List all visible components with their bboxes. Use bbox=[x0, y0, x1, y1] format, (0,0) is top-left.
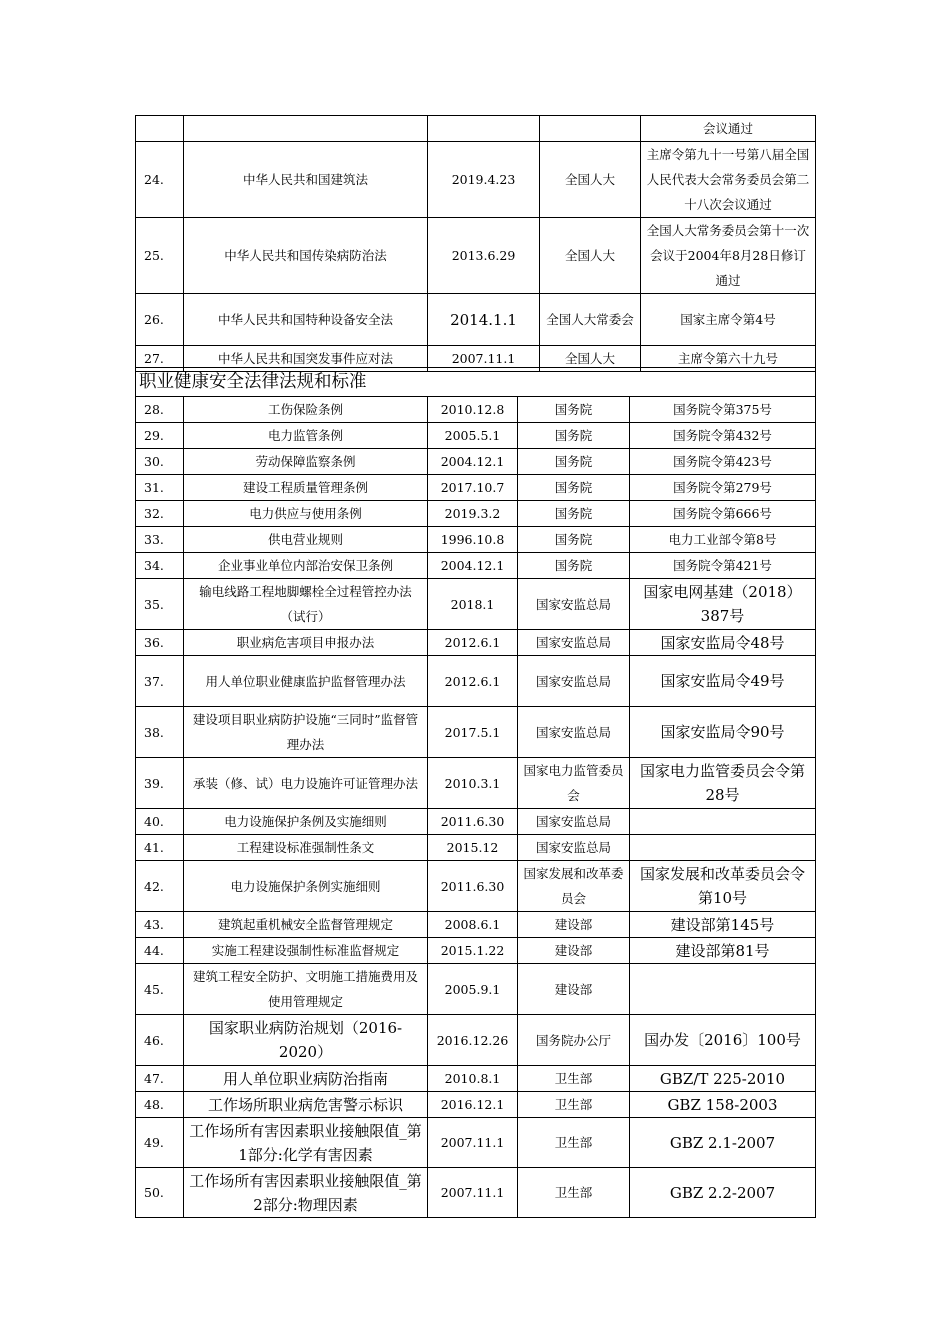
table-row bbox=[136, 1015, 816, 1066]
issuing-authority: 国家安监总局 bbox=[518, 707, 630, 758]
effective-date: 2018.1 bbox=[428, 579, 518, 630]
issuing-authority: 国家安监总局 bbox=[518, 809, 630, 835]
issuing-authority: 建设部 bbox=[518, 912, 630, 938]
table-row bbox=[136, 1092, 816, 1118]
row-number: 40. bbox=[136, 809, 184, 835]
regulation-name: 电力设施保护条例及实施细则 bbox=[184, 809, 428, 835]
issuing-authority: 国务院 bbox=[518, 501, 630, 527]
row-number: 26. bbox=[136, 294, 184, 346]
row-number: 32. bbox=[136, 501, 184, 527]
document-reference: GBZ 2.2-2007 bbox=[630, 1168, 816, 1218]
table-row bbox=[136, 1168, 816, 1218]
table-row bbox=[136, 449, 816, 475]
issuing-authority: 国家电力监管委员会 bbox=[518, 758, 630, 809]
issuing-authority: 国家安监总局 bbox=[518, 656, 630, 707]
regulation-name: 国家职业病防治规划（2016-2020） bbox=[184, 1015, 428, 1066]
issuing-authority: 国家安监总局 bbox=[518, 835, 630, 861]
table-row bbox=[136, 630, 816, 656]
issuing-authority: 卫生部 bbox=[518, 1092, 630, 1118]
issuing-authority: 全国人大 bbox=[540, 218, 641, 294]
issuing-authority: 国家安监总局 bbox=[518, 579, 630, 630]
effective-date: 2016.12.1 bbox=[428, 1092, 518, 1118]
effective-date: 2004.12.1 bbox=[428, 553, 518, 579]
regulation-name: 实施工程建设强制性标准监督规定 bbox=[184, 938, 428, 964]
document-reference: 全国人大常务委员会第十一次会议于2004年8月28日修订通过 bbox=[641, 218, 816, 294]
row-number: 43. bbox=[136, 912, 184, 938]
effective-date: 2007.11.1 bbox=[428, 1118, 518, 1168]
document-reference: 主席令第六十九号 bbox=[641, 346, 816, 372]
effective-date: 2010.12.8 bbox=[428, 397, 518, 423]
effective-date: 2019.4.23 bbox=[428, 142, 540, 218]
document-reference: 会议通过 bbox=[641, 116, 816, 142]
effective-date: 2017.5.1 bbox=[428, 707, 518, 758]
effective-date: 2007.11.1 bbox=[428, 346, 540, 372]
document-reference bbox=[630, 835, 816, 861]
row-number: 39. bbox=[136, 758, 184, 809]
document-reference: 国务院令第375号 bbox=[630, 397, 816, 423]
document-reference: GBZ 2.1-2007 bbox=[630, 1118, 816, 1168]
row-number: 27. bbox=[136, 346, 184, 372]
regulation-name: 中华人民共和国特种设备安全法 bbox=[184, 294, 428, 346]
table-row bbox=[136, 116, 816, 142]
regulation-name: 劳动保障监察条例 bbox=[184, 449, 428, 475]
table-row bbox=[136, 758, 816, 809]
table-row bbox=[136, 475, 816, 501]
table-row bbox=[136, 912, 816, 938]
effective-date: 2005.9.1 bbox=[428, 964, 518, 1015]
row-number: 25. bbox=[136, 218, 184, 294]
document-reference: GBZ 158-2003 bbox=[630, 1092, 816, 1118]
regulation-name: 电力监管条例 bbox=[184, 423, 428, 449]
table-row bbox=[136, 707, 816, 758]
document-reference: GBZ/T 225-2010 bbox=[630, 1066, 816, 1092]
table-row bbox=[136, 809, 816, 835]
regulation-name: 用人单位职业病防治指南 bbox=[184, 1066, 428, 1092]
section-title: 职业健康安全法律法规和标准 bbox=[136, 368, 816, 397]
table-row bbox=[136, 397, 816, 423]
issuing-authority: 建设部 bbox=[518, 964, 630, 1015]
effective-date: 2004.12.1 bbox=[428, 449, 518, 475]
regulation-name: 供电营业规则 bbox=[184, 527, 428, 553]
document-reference: 国家电网基建（2018）387号 bbox=[630, 579, 816, 630]
row-number: 35. bbox=[136, 579, 184, 630]
document-reference: 国办发〔2016〕100号 bbox=[630, 1015, 816, 1066]
document-reference: 国家主席令第4号 bbox=[641, 294, 816, 346]
table-row bbox=[136, 527, 816, 553]
row-number: 44. bbox=[136, 938, 184, 964]
issuing-authority: 全国人大 bbox=[540, 142, 641, 218]
table-row bbox=[136, 938, 816, 964]
row-number: 38. bbox=[136, 707, 184, 758]
effective-date: 2013.6.29 bbox=[428, 218, 540, 294]
issuing-authority: 全国人大 bbox=[540, 346, 641, 372]
issuing-authority: 卫生部 bbox=[518, 1168, 630, 1218]
table-row bbox=[136, 423, 816, 449]
effective-date: 2017.10.7 bbox=[428, 475, 518, 501]
document-reference: 国家发展和改革委员会令第10号 bbox=[630, 861, 816, 912]
row-number: 28. bbox=[136, 397, 184, 423]
table-row bbox=[136, 964, 816, 1015]
row-number: 47. bbox=[136, 1066, 184, 1092]
document-reference: 国务院令第423号 bbox=[630, 449, 816, 475]
regulation-name: 企业事业单位内部治安保卫条例 bbox=[184, 553, 428, 579]
document-reference: 国务院令第279号 bbox=[630, 475, 816, 501]
row-number: 46. bbox=[136, 1015, 184, 1066]
regulation-name: 用人单位职业健康监护监督管理办法 bbox=[184, 656, 428, 707]
document-reference: 国务院令第421号 bbox=[630, 553, 816, 579]
effective-date bbox=[428, 116, 540, 142]
row-number: 34. bbox=[136, 553, 184, 579]
document-reference bbox=[630, 809, 816, 835]
issuing-authority: 国务院 bbox=[518, 527, 630, 553]
regulation-name: 工作场所有害因素职业接触限值_第2部分:物理因素 bbox=[184, 1168, 428, 1218]
document-reference: 国务院令第432号 bbox=[630, 423, 816, 449]
regulation-name: 建筑工程安全防护、文明施工措施费用及使用管理规定 bbox=[184, 964, 428, 1015]
effective-date: 2012.6.1 bbox=[428, 630, 518, 656]
table-row bbox=[136, 656, 816, 707]
table-row bbox=[136, 835, 816, 861]
regulation-name: 输电线路工程地脚螺栓全过程管控办法（试行） bbox=[184, 579, 428, 630]
effective-date: 2011.6.30 bbox=[428, 809, 518, 835]
row-number: 45. bbox=[136, 964, 184, 1015]
row-number: 33. bbox=[136, 527, 184, 553]
document-reference: 国家安监局令49号 bbox=[630, 656, 816, 707]
document-reference: 电力工业部令第8号 bbox=[630, 527, 816, 553]
effective-date: 2010.3.1 bbox=[428, 758, 518, 809]
effective-date: 2007.11.1 bbox=[428, 1168, 518, 1218]
effective-date: 2005.5.1 bbox=[428, 423, 518, 449]
regulation-name bbox=[184, 116, 428, 142]
regulation-name: 职业病危害项目申报办法 bbox=[184, 630, 428, 656]
effective-date: 2010.8.1 bbox=[428, 1066, 518, 1092]
issuing-authority: 国务院 bbox=[518, 423, 630, 449]
regulation-name: 建设项目职业病防护设施“三同时”监督管理办法 bbox=[184, 707, 428, 758]
regulation-name: 电力设施保护条例实施细则 bbox=[184, 861, 428, 912]
regulation-name: 工伤保险条例 bbox=[184, 397, 428, 423]
effective-date: 1996.10.8 bbox=[428, 527, 518, 553]
issuing-authority: 国家安监总局 bbox=[518, 630, 630, 656]
regulation-name: 建筑起重机械安全监督管理规定 bbox=[184, 912, 428, 938]
issuing-authority: 建设部 bbox=[518, 938, 630, 964]
issuing-authority: 国务院办公厅 bbox=[518, 1015, 630, 1066]
effective-date: 2008.6.1 bbox=[428, 912, 518, 938]
row-number: 42. bbox=[136, 861, 184, 912]
issuing-authority: 国务院 bbox=[518, 553, 630, 579]
document-reference: 建设部第145号 bbox=[630, 912, 816, 938]
effective-date: 2011.6.30 bbox=[428, 861, 518, 912]
regulation-name: 工作场所有害因素职业接触限值_第1部分:化学有害因素 bbox=[184, 1118, 428, 1168]
issuing-authority: 全国人大常委会 bbox=[540, 294, 641, 346]
table-row bbox=[136, 501, 816, 527]
row-number: 31. bbox=[136, 475, 184, 501]
effective-date: 2019.3.2 bbox=[428, 501, 518, 527]
effective-date: 2016.12.26 bbox=[428, 1015, 518, 1066]
row-number: 36. bbox=[136, 630, 184, 656]
regulation-name: 工程建设标准强制性条文 bbox=[184, 835, 428, 861]
document-reference bbox=[630, 964, 816, 1015]
laws-table-main bbox=[135, 396, 816, 1218]
issuing-authority: 卫生部 bbox=[518, 1118, 630, 1168]
row-number bbox=[136, 116, 184, 142]
issuing-authority: 国务院 bbox=[518, 475, 630, 501]
effective-date: 2014.1.1 bbox=[428, 294, 540, 346]
document-reference: 国务院令第666号 bbox=[630, 501, 816, 527]
regulation-name: 建设工程质量管理条例 bbox=[184, 475, 428, 501]
document-reference: 主席令第九十一号第八届全国人民代表大会常务委员会第二十八次会议通过 bbox=[641, 142, 816, 218]
row-number: 30. bbox=[136, 449, 184, 475]
table-row bbox=[136, 1118, 816, 1168]
issuing-authority bbox=[540, 116, 641, 142]
regulation-name: 电力供应与使用条例 bbox=[184, 501, 428, 527]
regulation-name: 中华人民共和国突发事件应对法 bbox=[184, 346, 428, 372]
row-number: 29. bbox=[136, 423, 184, 449]
issuing-authority: 卫生部 bbox=[518, 1066, 630, 1092]
row-number: 49. bbox=[136, 1118, 184, 1168]
row-number: 50. bbox=[136, 1168, 184, 1218]
row-number: 48. bbox=[136, 1092, 184, 1118]
document-reference: 国家安监局令90号 bbox=[630, 707, 816, 758]
regulation-name: 承装（修、试）电力设施许可证管理办法 bbox=[184, 758, 428, 809]
row-number: 41. bbox=[136, 835, 184, 861]
laws-table-upper bbox=[135, 115, 816, 372]
issuing-authority: 国务院 bbox=[518, 397, 630, 423]
row-number: 37. bbox=[136, 656, 184, 707]
document-reference: 国家安监局令48号 bbox=[630, 630, 816, 656]
table-row bbox=[136, 1066, 816, 1092]
table-row bbox=[136, 142, 816, 218]
regulation-name: 工作场所职业病危害警示标识 bbox=[184, 1092, 428, 1118]
document-reference: 建设部第81号 bbox=[630, 938, 816, 964]
table-row bbox=[136, 861, 816, 912]
effective-date: 2012.6.1 bbox=[428, 656, 518, 707]
effective-date: 2015.1.22 bbox=[428, 938, 518, 964]
issuing-authority: 国家发展和改革委员会 bbox=[518, 861, 630, 912]
document-reference: 国家电力监管委员会令第28号 bbox=[630, 758, 816, 809]
regulation-name: 中华人民共和国建筑法 bbox=[184, 142, 428, 218]
table-row bbox=[136, 553, 816, 579]
effective-date: 2015.12 bbox=[428, 835, 518, 861]
section-heading-table bbox=[135, 367, 816, 397]
issuing-authority: 国务院 bbox=[518, 449, 630, 475]
regulation-name: 中华人民共和国传染病防治法 bbox=[184, 218, 428, 294]
table-row bbox=[136, 294, 816, 346]
row-number: 24. bbox=[136, 142, 184, 218]
table-row bbox=[136, 218, 816, 294]
table-row bbox=[136, 579, 816, 630]
